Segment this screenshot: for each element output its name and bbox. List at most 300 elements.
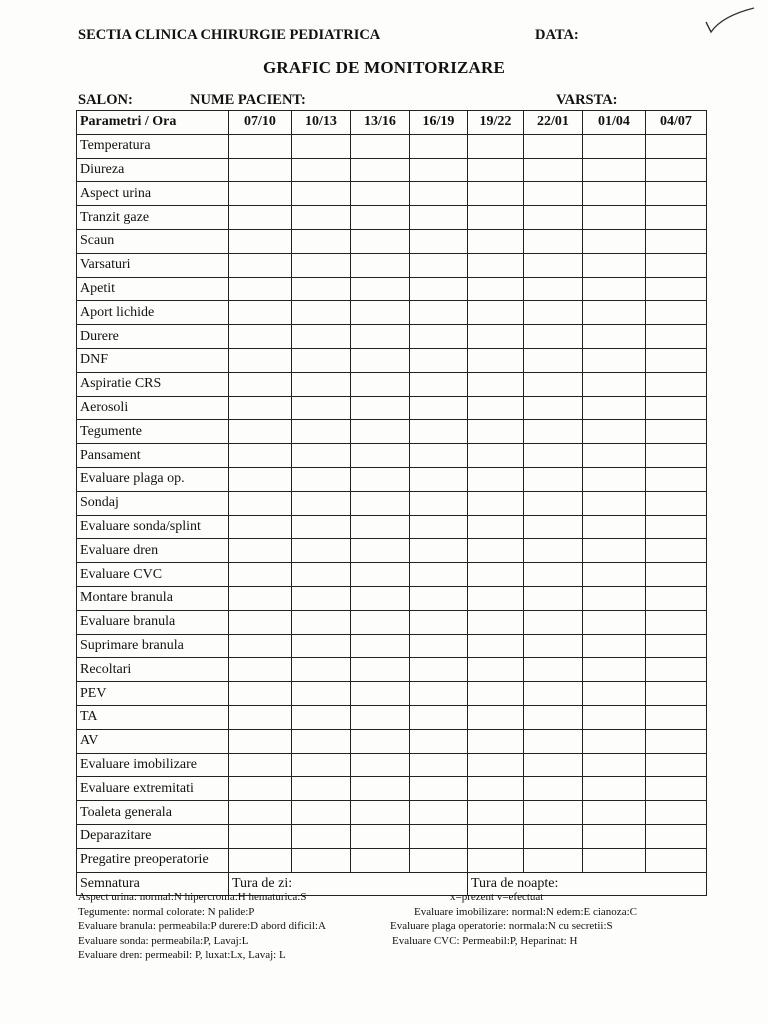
monitoring-cell[interactable] [583, 682, 646, 706]
monitoring-cell[interactable] [468, 848, 524, 872]
monitoring-cell[interactable] [583, 253, 646, 277]
monitoring-cell[interactable] [524, 158, 583, 182]
monitoring-cell[interactable] [229, 396, 292, 420]
parameter-label: Aspect urina [77, 182, 229, 206]
monitoring-cell[interactable] [292, 182, 351, 206]
monitoring-cell[interactable] [583, 610, 646, 634]
monitoring-cell[interactable] [646, 348, 707, 372]
monitoring-cell[interactable] [524, 206, 583, 230]
monitoring-cell[interactable] [351, 301, 410, 325]
monitoring-cell[interactable] [646, 396, 707, 420]
monitoring-cell[interactable] [524, 372, 583, 396]
hour-header: 19/22 [468, 111, 524, 135]
monitoring-cell[interactable] [292, 682, 351, 706]
monitoring-cell[interactable] [468, 586, 524, 610]
legend-sonda: Evaluare sonda: permeabila:P, Lavaj:L [78, 934, 249, 947]
table-row [77, 206, 707, 230]
monitoring-cell[interactable] [583, 396, 646, 420]
parameter-label: Evaluare extremitati [77, 777, 229, 801]
monitoring-cell[interactable] [524, 444, 583, 468]
monitoring-cell[interactable] [468, 705, 524, 729]
parameter-label: Deparazitare [77, 824, 229, 848]
monitoring-cell[interactable] [410, 301, 468, 325]
monitoring-cell[interactable] [468, 682, 524, 706]
monitoring-cell[interactable] [468, 515, 524, 539]
hour-header: 04/07 [646, 111, 707, 135]
monitoring-cell[interactable] [292, 801, 351, 825]
monitoring-cell[interactable] [524, 848, 583, 872]
monitoring-cell[interactable] [292, 777, 351, 801]
monitoring-cell[interactable] [229, 539, 292, 563]
monitoring-cell[interactable] [410, 420, 468, 444]
monitoring-cell[interactable] [351, 491, 410, 515]
parameter-label: Evaluare dren [77, 539, 229, 563]
monitoring-cell[interactable] [351, 515, 410, 539]
monitoring-cell[interactable] [229, 586, 292, 610]
monitoring-cell[interactable] [351, 372, 410, 396]
parameter-label: Montare branula [77, 586, 229, 610]
monitoring-cell[interactable] [351, 801, 410, 825]
monitoring-cell[interactable] [646, 753, 707, 777]
legend-imobilizare: Evaluare imobilizare: normal:N edem:E cianoza:C [414, 905, 637, 918]
monitoring-cell[interactable] [229, 372, 292, 396]
monitoring-cell[interactable] [351, 539, 410, 563]
monitoring-cell[interactable] [583, 658, 646, 682]
checkmark-icon [700, 6, 760, 36]
legend-row [78, 934, 708, 949]
table-row [77, 372, 707, 396]
monitoring-cell[interactable] [646, 586, 707, 610]
monitoring-cell[interactable] [646, 634, 707, 658]
patient-info-line [78, 92, 708, 110]
hour-header: 07/10 [229, 111, 292, 135]
monitoring-cell[interactable] [468, 467, 524, 491]
monitoring-cell[interactable] [351, 229, 410, 253]
monitoring-cell[interactable] [229, 777, 292, 801]
monitoring-cell[interactable] [229, 563, 292, 587]
monitoring-cell[interactable] [468, 301, 524, 325]
corner-header: Parametri / Ora [77, 111, 229, 135]
monitoring-cell[interactable] [524, 801, 583, 825]
monitoring-cell[interactable] [410, 396, 468, 420]
monitoring-cell[interactable] [468, 134, 524, 158]
monitoring-cell[interactable] [292, 515, 351, 539]
monitoring-cell[interactable] [229, 848, 292, 872]
monitoring-cell[interactable] [292, 372, 351, 396]
monitoring-cell[interactable] [351, 705, 410, 729]
monitoring-cell[interactable] [410, 777, 468, 801]
monitoring-cell[interactable] [468, 396, 524, 420]
monitoring-cell[interactable] [351, 610, 410, 634]
table-row [77, 729, 707, 753]
table-row [77, 277, 707, 301]
salon-label: SALON: [78, 92, 133, 108]
monitoring-cell[interactable] [351, 824, 410, 848]
monitoring-cell[interactable] [646, 539, 707, 563]
monitoring-cell[interactable] [292, 563, 351, 587]
monitoring-cell[interactable] [583, 182, 646, 206]
monitoring-cell[interactable] [468, 372, 524, 396]
monitoring-cell[interactable] [468, 253, 524, 277]
monitoring-cell[interactable] [292, 444, 351, 468]
monitoring-cell[interactable] [583, 801, 646, 825]
monitoring-cell[interactable] [410, 348, 468, 372]
monitoring-cell[interactable] [468, 325, 524, 349]
monitoring-cell[interactable] [351, 682, 410, 706]
monitoring-cell[interactable] [410, 444, 468, 468]
monitoring-cell[interactable] [646, 420, 707, 444]
monitoring-cell[interactable] [229, 134, 292, 158]
monitoring-cell[interactable] [646, 444, 707, 468]
monitoring-cell[interactable] [292, 705, 351, 729]
monitoring-cell[interactable] [646, 158, 707, 182]
monitoring-cell[interactable] [292, 753, 351, 777]
monitoring-cell[interactable] [468, 229, 524, 253]
monitoring-cell[interactable] [292, 610, 351, 634]
hour-header: 01/04 [583, 111, 646, 135]
monitoring-cell[interactable] [292, 325, 351, 349]
parameter-label: Evaluare sonda/splint [77, 515, 229, 539]
monitoring-cell[interactable] [229, 229, 292, 253]
monitoring-cell[interactable] [646, 729, 707, 753]
monitoring-cell[interactable] [410, 229, 468, 253]
table-row [77, 301, 707, 325]
monitoring-cell[interactable] [524, 182, 583, 206]
monitoring-cell[interactable] [583, 134, 646, 158]
monitoring-cell[interactable] [646, 801, 707, 825]
parameter-label: DNF [77, 348, 229, 372]
parameter-label: Apetit [77, 277, 229, 301]
monitoring-cell[interactable] [351, 563, 410, 587]
monitoring-cell[interactable] [468, 277, 524, 301]
legend-tegumente: Tegumente: normal colorate: N palide:P [78, 905, 255, 918]
monitoring-cell[interactable] [410, 253, 468, 277]
monitoring-cell[interactable] [410, 515, 468, 539]
parameter-label: Evaluare CVC [77, 563, 229, 587]
monitoring-cell[interactable] [410, 134, 468, 158]
monitoring-cell[interactable] [410, 824, 468, 848]
monitoring-cell[interactable] [229, 277, 292, 301]
monitoring-cell[interactable] [351, 586, 410, 610]
hour-header: 22/01 [524, 111, 583, 135]
monitoring-cell[interactable] [292, 253, 351, 277]
monitoring-cell[interactable] [524, 301, 583, 325]
monitoring-cell[interactable] [351, 420, 410, 444]
monitoring-cell[interactable] [646, 325, 707, 349]
monitoring-cell[interactable] [468, 610, 524, 634]
monitoring-cell[interactable] [646, 467, 707, 491]
monitoring-cell[interactable] [583, 372, 646, 396]
monitoring-cell[interactable] [583, 634, 646, 658]
monitoring-cell[interactable] [646, 229, 707, 253]
monitoring-cell[interactable] [351, 158, 410, 182]
monitoring-cell[interactable] [351, 325, 410, 349]
monitoring-cell[interactable] [351, 848, 410, 872]
monitoring-cell[interactable] [524, 277, 583, 301]
monitoring-cell[interactable] [524, 824, 583, 848]
monitoring-cell[interactable] [351, 444, 410, 468]
monitoring-cell[interactable] [351, 467, 410, 491]
monitoring-cell[interactable] [646, 491, 707, 515]
monitoring-cell[interactable] [524, 634, 583, 658]
monitoring-cell[interactable] [410, 467, 468, 491]
monitoring-cell[interactable] [229, 467, 292, 491]
monitoring-cell[interactable] [468, 206, 524, 230]
parameter-label: Sondaj [77, 491, 229, 515]
monitoring-cell[interactable] [292, 824, 351, 848]
monitoring-cell[interactable] [524, 682, 583, 706]
monitoring-cell[interactable] [524, 586, 583, 610]
monitoring-cell[interactable] [292, 348, 351, 372]
monitoring-cell[interactable] [410, 729, 468, 753]
monitoring-cell[interactable] [292, 491, 351, 515]
monitoring-cell[interactable] [583, 158, 646, 182]
monitoring-cell[interactable] [646, 610, 707, 634]
monitoring-cell[interactable] [646, 563, 707, 587]
monitoring-cell[interactable] [583, 277, 646, 301]
monitoring-cell[interactable] [646, 372, 707, 396]
monitoring-cell[interactable] [351, 277, 410, 301]
monitoring-cell[interactable] [646, 277, 707, 301]
monitoring-cell[interactable] [524, 253, 583, 277]
monitoring-cell[interactable] [468, 348, 524, 372]
parameter-label: Toaleta generala [77, 801, 229, 825]
monitoring-cell[interactable] [351, 729, 410, 753]
monitoring-cell[interactable] [646, 182, 707, 206]
legend-presence: x=prezent v=efectuat [450, 891, 544, 903]
monitoring-cell[interactable] [583, 753, 646, 777]
monitoring-cell[interactable] [229, 348, 292, 372]
monitoring-cell[interactable] [292, 539, 351, 563]
monitoring-cell[interactable] [229, 206, 292, 230]
monitoring-cell[interactable] [351, 253, 410, 277]
monitoring-cell[interactable] [292, 158, 351, 182]
monitoring-cell[interactable] [583, 348, 646, 372]
monitoring-cell[interactable] [583, 539, 646, 563]
monitoring-cell[interactable] [468, 777, 524, 801]
monitoring-cell[interactable] [229, 325, 292, 349]
monitoring-cell[interactable] [292, 420, 351, 444]
table-header-row [77, 111, 707, 135]
monitoring-cell[interactable] [410, 158, 468, 182]
monitoring-cell[interactable] [292, 206, 351, 230]
table-row [77, 753, 707, 777]
monitoring-cell[interactable] [229, 682, 292, 706]
monitoring-cell[interactable] [646, 134, 707, 158]
monitoring-cell[interactable] [583, 491, 646, 515]
monitoring-cell[interactable] [229, 301, 292, 325]
table-row [77, 586, 707, 610]
monitoring-cell[interactable] [646, 777, 707, 801]
monitoring-cell[interactable] [229, 182, 292, 206]
monitoring-cell[interactable] [229, 753, 292, 777]
monitoring-cell[interactable] [351, 134, 410, 158]
section-name: SECTIA CLINICA CHIRURGIE PEDIATRICA [78, 27, 381, 43]
monitoring-cell[interactable] [410, 753, 468, 777]
monitoring-cell[interactable] [410, 848, 468, 872]
monitoring-cell[interactable] [292, 277, 351, 301]
monitoring-cell[interactable] [524, 396, 583, 420]
monitoring-cell[interactable] [292, 848, 351, 872]
monitoring-cell[interactable] [292, 134, 351, 158]
monitoring-cell[interactable] [351, 658, 410, 682]
parameter-label: PEV [77, 682, 229, 706]
parameter-label: Tranzit gaze [77, 206, 229, 230]
monitoring-cell[interactable] [468, 444, 524, 468]
parameter-label: Aport lichide [77, 301, 229, 325]
monitoring-cell[interactable] [468, 158, 524, 182]
monitoring-cell[interactable] [646, 206, 707, 230]
monitoring-cell[interactable] [292, 658, 351, 682]
monitoring-cell[interactable] [583, 301, 646, 325]
monitoring-cell[interactable] [468, 801, 524, 825]
monitoring-cell[interactable] [468, 658, 524, 682]
monitoring-cell[interactable] [524, 539, 583, 563]
monitoring-cell[interactable] [410, 658, 468, 682]
monitoring-cell[interactable] [524, 658, 583, 682]
monitoring-cell[interactable] [468, 420, 524, 444]
monitoring-cell[interactable] [351, 182, 410, 206]
monitoring-cell[interactable] [410, 682, 468, 706]
table-row [77, 515, 707, 539]
monitoring-cell[interactable] [351, 634, 410, 658]
monitoring-cell[interactable] [410, 801, 468, 825]
monitoring-cell[interactable] [524, 467, 583, 491]
monitoring-cell[interactable] [351, 753, 410, 777]
monitoring-cell[interactable] [229, 729, 292, 753]
monitoring-cell[interactable] [229, 515, 292, 539]
monitoring-cell[interactable] [646, 682, 707, 706]
monitoring-cell[interactable] [292, 729, 351, 753]
monitoring-cell[interactable] [468, 491, 524, 515]
monitoring-cell[interactable] [468, 634, 524, 658]
monitoring-cell[interactable] [583, 563, 646, 587]
monitoring-cell[interactable] [524, 729, 583, 753]
monitoring-cell[interactable] [410, 277, 468, 301]
monitoring-cell[interactable] [410, 372, 468, 396]
monitoring-cell[interactable] [583, 444, 646, 468]
monitoring-cell[interactable] [646, 658, 707, 682]
monitoring-cell[interactable] [583, 777, 646, 801]
monitoring-cell[interactable] [583, 586, 646, 610]
parameter-label: Suprimare branula [77, 634, 229, 658]
monitoring-cell[interactable] [524, 325, 583, 349]
monitoring-cell[interactable] [583, 229, 646, 253]
monitoring-cell[interactable] [229, 444, 292, 468]
monitoring-cell[interactable] [351, 396, 410, 420]
monitoring-cell[interactable] [646, 515, 707, 539]
monitoring-cell[interactable] [646, 301, 707, 325]
monitoring-cell[interactable] [292, 396, 351, 420]
legend-branula: Evaluare branula: permeabila:P durere:D abord dificil:A [78, 920, 326, 932]
monitoring-cell[interactable] [524, 515, 583, 539]
legend-cvc: Evaluare CVC: Permeabil:P, Heparinat: H [392, 934, 578, 947]
monitoring-cell[interactable] [468, 182, 524, 206]
monitoring-cell[interactable] [524, 420, 583, 444]
monitoring-cell[interactable] [524, 229, 583, 253]
table-row [77, 705, 707, 729]
monitoring-cell[interactable] [646, 824, 707, 848]
monitoring-cell[interactable] [410, 705, 468, 729]
monitoring-cell[interactable] [229, 253, 292, 277]
monitoring-cell[interactable] [229, 658, 292, 682]
monitoring-cell[interactable] [468, 563, 524, 587]
table-row [77, 229, 707, 253]
monitoring-cell[interactable] [524, 563, 583, 587]
monitoring-cell[interactable] [583, 325, 646, 349]
monitoring-cell[interactable] [410, 634, 468, 658]
monitoring-cell[interactable] [410, 491, 468, 515]
monitoring-cell[interactable] [229, 705, 292, 729]
monitoring-cell[interactable] [410, 182, 468, 206]
monitoring-cell[interactable] [410, 325, 468, 349]
monitoring-cell[interactable] [524, 705, 583, 729]
monitoring-cell[interactable] [583, 848, 646, 872]
monitoring-cell[interactable] [646, 848, 707, 872]
monitoring-cell[interactable] [351, 348, 410, 372]
monitoring-cell[interactable] [292, 229, 351, 253]
monitoring-cell[interactable] [410, 610, 468, 634]
form-title: GRAFIC DE MONITORIZARE [262, 58, 506, 77]
monitoring-cell[interactable] [410, 206, 468, 230]
monitoring-cell[interactable] [583, 705, 646, 729]
monitoring-cell[interactable] [229, 824, 292, 848]
monitoring-cell[interactable] [468, 539, 524, 563]
monitoring-cell[interactable] [410, 539, 468, 563]
table-row [77, 182, 707, 206]
monitoring-cell[interactable] [292, 586, 351, 610]
monitoring-cell[interactable] [583, 420, 646, 444]
monitoring-cell[interactable] [351, 777, 410, 801]
monitoring-cell[interactable] [583, 824, 646, 848]
parameter-label: Recoltari [77, 658, 229, 682]
legend-row [78, 948, 708, 963]
monitoring-cell[interactable] [646, 253, 707, 277]
monitoring-cell[interactable] [292, 301, 351, 325]
monitoring-cell[interactable] [229, 634, 292, 658]
monitoring-cell[interactable] [524, 610, 583, 634]
monitoring-cell[interactable] [229, 491, 292, 515]
monitoring-cell[interactable] [468, 729, 524, 753]
monitoring-cell[interactable] [229, 610, 292, 634]
monitoring-cell[interactable] [524, 753, 583, 777]
monitoring-cell[interactable] [229, 801, 292, 825]
legend-row [78, 890, 708, 905]
monitoring-cell[interactable] [524, 134, 583, 158]
monitoring-cell[interactable] [524, 348, 583, 372]
monitoring-cell[interactable] [583, 515, 646, 539]
monitoring-cell[interactable] [468, 753, 524, 777]
monitoring-cell[interactable] [583, 729, 646, 753]
monitoring-cell[interactable] [524, 491, 583, 515]
monitoring-cell[interactable] [292, 634, 351, 658]
monitoring-cell[interactable] [583, 206, 646, 230]
monitoring-cell[interactable] [583, 467, 646, 491]
monitoring-cell[interactable] [524, 777, 583, 801]
monitoring-cell[interactable] [229, 158, 292, 182]
table-row [77, 682, 707, 706]
monitoring-cell[interactable] [292, 467, 351, 491]
monitoring-cell[interactable] [468, 824, 524, 848]
monitoring-cell[interactable] [229, 420, 292, 444]
monitoring-cell[interactable] [646, 705, 707, 729]
table-row [77, 158, 707, 182]
monitoring-cell[interactable] [410, 563, 468, 587]
monitoring-cell[interactable] [351, 206, 410, 230]
table-row [77, 634, 707, 658]
table-row [77, 253, 707, 277]
monitoring-cell[interactable] [410, 586, 468, 610]
